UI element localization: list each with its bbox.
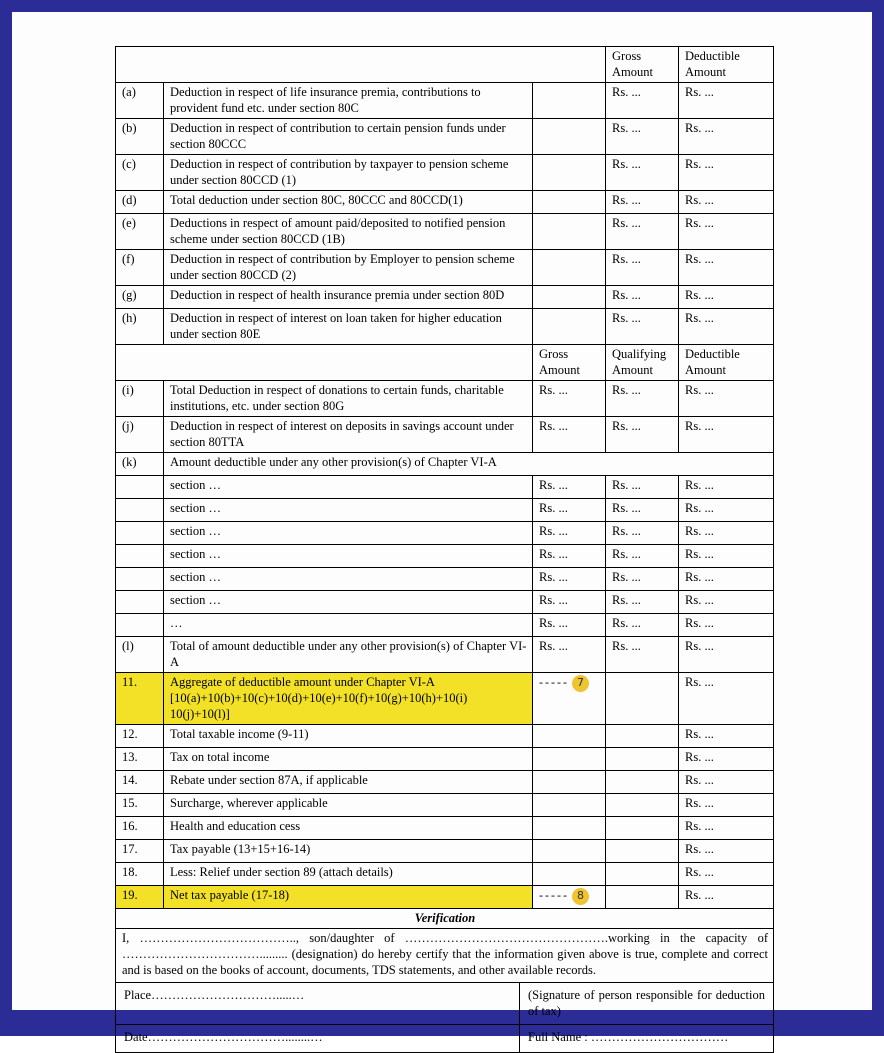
date-field: Date……………………………........… — [116, 1024, 520, 1052]
callout-badge-7: 7 — [572, 675, 589, 692]
empty-cell — [116, 568, 164, 591]
empty-cell — [533, 817, 606, 840]
empty-cell — [533, 119, 606, 155]
column-header-deductible-amount: Deductible Amount — [679, 47, 774, 83]
empty-cell — [606, 886, 679, 909]
table-row-l — [116, 637, 774, 673]
table-row-17 — [116, 840, 774, 863]
table-row-section — [116, 522, 774, 545]
table-row-18 — [116, 863, 774, 886]
empty-cell — [533, 771, 606, 794]
verification-title: Verification — [116, 909, 774, 929]
row-description: Rebate under section 87A, if applicable — [164, 771, 533, 794]
row-description: Deduction in respect of contribution by Employer to pension scheme under section 80CCD (2) — [164, 250, 533, 286]
table-row-section — [116, 591, 774, 614]
deductions-table — [115, 46, 774, 983]
empty-cell — [606, 863, 679, 886]
deductible-amount-cell: Rs. ... — [679, 214, 774, 250]
empty-cell — [533, 725, 606, 748]
annotation-cell — [533, 886, 606, 909]
table-row-c — [116, 155, 774, 191]
row-description: Deduction in respect of contribution by taxpayer to pension scheme under section 80CCD (1) — [164, 155, 533, 191]
amount-cell: Rs. ... — [679, 817, 774, 840]
row-description: Total Deduction in respect of donations to certain funds, charitable institutions, etc. under section 80G — [164, 381, 533, 417]
amount-cell: Rs. ... — [679, 725, 774, 748]
table-row-13 — [116, 748, 774, 771]
row-number: 16. — [116, 817, 164, 840]
amount-cell: Rs. ... — [679, 771, 774, 794]
gross-amount-cell: Rs. ... — [606, 309, 679, 345]
empty-cell — [606, 817, 679, 840]
empty-cell — [116, 614, 164, 637]
empty-cell — [116, 47, 606, 83]
amount-cell: Rs. ... — [679, 840, 774, 863]
dashed-leader-line: ----- — [539, 888, 569, 902]
row-description: Deduction in respect of interest on loan taken for higher education under section 80E — [164, 309, 533, 345]
column-header-gross-amount: Gross Amount — [533, 345, 606, 381]
column-header-gross-amount: Gross Amount — [606, 47, 679, 83]
table-row-section — [116, 614, 774, 637]
row-number: 11. — [116, 673, 164, 725]
row-description: Net tax payable (17-18) — [164, 886, 533, 909]
deductible-amount-cell: Rs. ... — [679, 417, 774, 453]
row-description: Deductions in respect of amount paid/deposited to notified pension scheme under section 80CCD (1B) — [164, 214, 533, 250]
deductible-amount-cell: Rs. ... — [679, 545, 774, 568]
row-description: Tax on total income — [164, 748, 533, 771]
table-row-b — [116, 119, 774, 155]
empty-cell — [116, 545, 164, 568]
empty-cell — [533, 214, 606, 250]
row-description: Aggregate of deductible amount under Chapter VI-A [10(a)+10(b)+10(c)+10(d)+10(e)+10(f)+10(g)+10(h)+10(i) 10(j)+10(l)] — [164, 673, 533, 725]
row-description: Deduction in respect of contribution to certain pension funds under section 80CCC — [164, 119, 533, 155]
row-description: Total of amount deductible under any other provision(s) of Chapter VI-A — [164, 637, 533, 673]
verification-title-row — [116, 909, 774, 929]
table-row-a — [116, 83, 774, 119]
empty-cell — [533, 840, 606, 863]
empty-cell — [533, 83, 606, 119]
qualifying-amount-cell: Rs. ... — [606, 637, 679, 673]
deductible-amount-cell: Rs. ... — [679, 191, 774, 214]
table-row-j — [116, 417, 774, 453]
column-header-qualifying-amount: Qualifying Amount — [606, 345, 679, 381]
gross-amount-cell: Rs. ... — [533, 417, 606, 453]
table-row-19 — [116, 886, 774, 909]
row-number: (b) — [116, 119, 164, 155]
row-description: section … — [164, 568, 533, 591]
table-row-section — [116, 499, 774, 522]
gross-amount-cell: Rs. ... — [606, 83, 679, 119]
gross-amount-cell: Rs. ... — [533, 499, 606, 522]
row-description: Less: Relief under section 89 (attach details) — [164, 863, 533, 886]
deductible-amount-cell: Rs. ... — [679, 476, 774, 499]
row-description: section … — [164, 522, 533, 545]
empty-cell — [116, 499, 164, 522]
table-header-row-1 — [116, 47, 774, 83]
empty-cell — [116, 591, 164, 614]
qualifying-amount-cell: Rs. ... — [606, 545, 679, 568]
deductible-amount-cell: Rs. ... — [679, 637, 774, 673]
empty-cell — [606, 771, 679, 794]
deductible-amount-cell: Rs. ... — [679, 614, 774, 637]
qualifying-amount-cell: Rs. ... — [606, 568, 679, 591]
amount-cell: Rs. ... — [679, 794, 774, 817]
callout-badge-8: 8 — [572, 888, 589, 905]
row-description: Total deduction under section 80C, 80CCC and 80CCD(1) — [164, 191, 533, 214]
row-number: (f) — [116, 250, 164, 286]
gross-amount-cell: Rs. ... — [606, 155, 679, 191]
table-row-16 — [116, 817, 774, 840]
qualifying-amount-cell: Rs. ... — [606, 614, 679, 637]
qualifying-amount-cell: Rs. ... — [606, 499, 679, 522]
row-description: section … — [164, 591, 533, 614]
gross-amount-cell: Rs. ... — [606, 214, 679, 250]
gross-amount-cell: Rs. ... — [533, 545, 606, 568]
qualifying-amount-cell: Rs. ... — [606, 591, 679, 614]
row-number: 12. — [116, 725, 164, 748]
date-fullname-row — [116, 1024, 774, 1052]
row-number: 14. — [116, 771, 164, 794]
table-row-d — [116, 191, 774, 214]
column-header-deductible-amount: Deductible Amount — [679, 345, 774, 381]
table-row-section — [116, 545, 774, 568]
qualifying-amount-cell: Rs. ... — [606, 522, 679, 545]
gross-amount-cell: Rs. ... — [533, 381, 606, 417]
empty-cell — [606, 748, 679, 771]
gross-amount-cell: Rs. ... — [533, 476, 606, 499]
verification-body-row — [116, 929, 774, 983]
empty-cell — [533, 748, 606, 771]
deductible-amount-cell: Rs. ... — [679, 568, 774, 591]
row-number: (l) — [116, 637, 164, 673]
row-description: … — [164, 614, 533, 637]
row-description: Health and education cess — [164, 817, 533, 840]
deductible-amount-cell: Rs. ... — [679, 309, 774, 345]
row-number: (g) — [116, 286, 164, 309]
row-description: section … — [164, 476, 533, 499]
signature-label: (Signature of person responsible for deduction of tax) — [520, 983, 774, 1025]
empty-cell — [533, 250, 606, 286]
table-row-section — [116, 568, 774, 591]
empty-cell — [606, 794, 679, 817]
gross-amount-cell: Rs. ... — [606, 191, 679, 214]
row-number: (k) — [116, 453, 164, 476]
deductible-amount-cell: Rs. ... — [679, 591, 774, 614]
table-row-15 — [116, 794, 774, 817]
row-number: (c) — [116, 155, 164, 191]
deductible-amount-cell: Rs. ... — [679, 286, 774, 309]
deductible-amount-cell: Rs. ... — [679, 83, 774, 119]
qualifying-amount-cell: Rs. ... — [606, 381, 679, 417]
deductible-amount-cell: Rs. ... — [679, 155, 774, 191]
table-row-12 — [116, 725, 774, 748]
empty-cell — [116, 522, 164, 545]
gross-amount-cell: Rs. ... — [533, 568, 606, 591]
row-number: 15. — [116, 794, 164, 817]
gross-amount-cell: Rs. ... — [606, 286, 679, 309]
amount-cell: Rs. ... — [679, 748, 774, 771]
signoff-table — [115, 982, 774, 1053]
deductible-amount-cell: Rs. ... — [679, 119, 774, 155]
empty-cell — [116, 476, 164, 499]
gross-amount-cell: Rs. ... — [533, 637, 606, 673]
row-description: Deduction in respect of interest on deposits in savings account under section 80TTA — [164, 417, 533, 453]
row-description: Deduction in respect of health insurance premia under section 80D — [164, 286, 533, 309]
row-number: (j) — [116, 417, 164, 453]
deductible-amount-cell: Rs. ... — [679, 522, 774, 545]
row-number: (e) — [116, 214, 164, 250]
amount-cell: Rs. ... — [679, 886, 774, 909]
deductible-amount-cell: Rs. ... — [679, 499, 774, 522]
row-number: 18. — [116, 863, 164, 886]
table-header-row-2 — [116, 345, 774, 381]
empty-cell — [533, 309, 606, 345]
row-number: (i) — [116, 381, 164, 417]
row-description: Tax payable (13+15+16-14) — [164, 840, 533, 863]
empty-cell — [533, 191, 606, 214]
deductible-amount-cell: Rs. ... — [679, 250, 774, 286]
gross-amount-cell: Rs. ... — [606, 250, 679, 286]
row-description: section … — [164, 499, 533, 522]
full-name-field: Full Name : …………………………… — [520, 1024, 774, 1052]
empty-cell — [533, 863, 606, 886]
gross-amount-cell: Rs. ... — [533, 591, 606, 614]
place-field: Place………………………….....… — [116, 983, 520, 1025]
table-row-i — [116, 381, 774, 417]
table-row-11 — [116, 673, 774, 725]
qualifying-amount-cell: Rs. ... — [606, 417, 679, 453]
table-row-k — [116, 453, 774, 476]
row-number: (d) — [116, 191, 164, 214]
row-number: 19. — [116, 886, 164, 909]
table-row-14 — [116, 771, 774, 794]
row-number: (h) — [116, 309, 164, 345]
empty-cell — [606, 840, 679, 863]
row-number: 17. — [116, 840, 164, 863]
empty-cell — [533, 794, 606, 817]
empty-cell — [116, 345, 533, 381]
row-description: section … — [164, 545, 533, 568]
table-row-section — [116, 476, 774, 499]
row-description: Total taxable income (9-11) — [164, 725, 533, 748]
verification-text: I, ……………………………….., son/daughter of ………………………………………….working in the capacity of ……………………………......... (designation) do hereby certify that the information given above is true, complete and correct and is based on the books of account, documents, TDS statements, and other available records. — [116, 929, 774, 983]
row-description: Surcharge, wherever applicable — [164, 794, 533, 817]
annotation-cell — [533, 673, 606, 725]
row-number: 13. — [116, 748, 164, 771]
gross-amount-cell: Rs. ... — [533, 614, 606, 637]
table-row-h — [116, 309, 774, 345]
gross-amount-cell: Rs. ... — [533, 522, 606, 545]
amount-cell: Rs. ... — [679, 863, 774, 886]
table-row-g — [116, 286, 774, 309]
gross-amount-cell: Rs. ... — [606, 119, 679, 155]
qualifying-amount-cell: Rs. ... — [606, 476, 679, 499]
table-row-f — [116, 250, 774, 286]
deductible-amount-cell: Rs. ... — [679, 381, 774, 417]
row-description: Deduction in respect of life insurance premia, contributions to provident fund etc. under section 80C — [164, 83, 533, 119]
empty-cell — [606, 673, 679, 725]
row-number: (a) — [116, 83, 164, 119]
table-row-e — [116, 214, 774, 250]
deductible-amount-cell: Rs. ... — [679, 673, 774, 725]
dashed-leader-line: ----- — [539, 675, 569, 689]
empty-cell — [606, 725, 679, 748]
row-description: Amount deductible under any other provision(s) of Chapter VI-A — [164, 453, 774, 476]
empty-cell — [533, 286, 606, 309]
place-signature-row — [116, 983, 774, 1025]
empty-cell — [533, 155, 606, 191]
